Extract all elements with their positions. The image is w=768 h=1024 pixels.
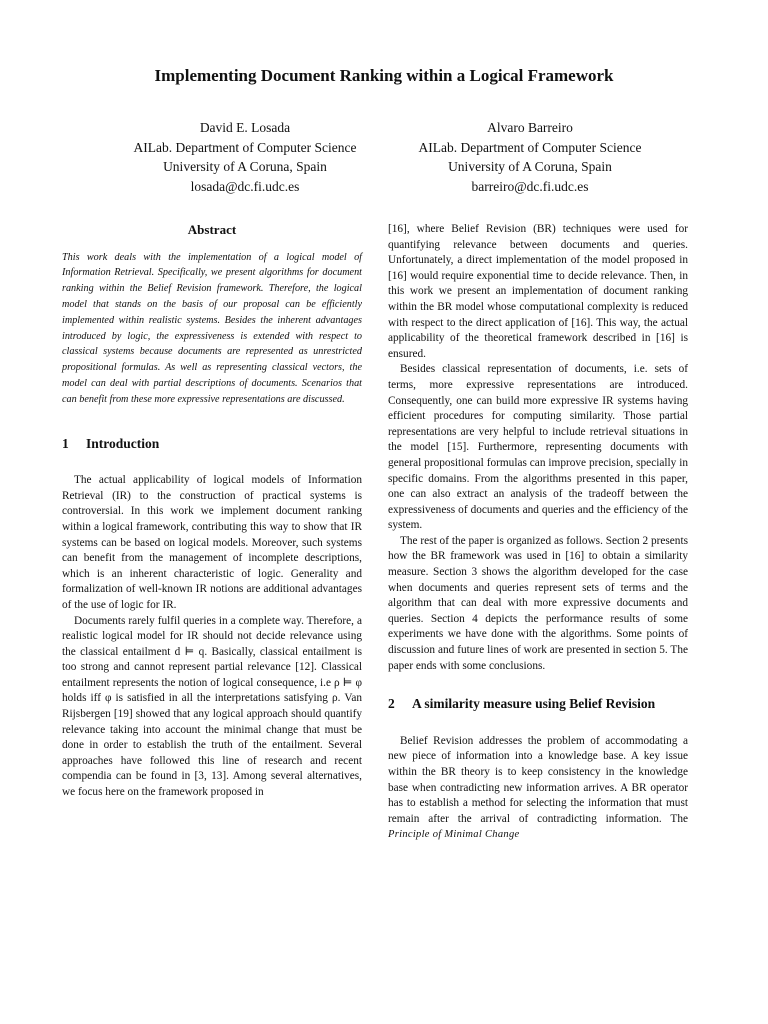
right-paragraph-2: Besides classical representation of documents, i.e. sets of terms, more expressive representations are introduced. Consequently, one can build more expressive IR systems having efficient procedures for computing similarity. Those partial representations are very helpful to include retrieval situations in the model [15]. Furthermore, representing documents with general propositional formulas can improve precision, specially in specific domains. From the algorithms presented in this paper, one can also extract an analysis of the tradeoff between the expressiveness of documents and queries and the efficiency of the system.: [388, 363, 688, 532]
author-institution: University of A Coruna, Spain: [163, 159, 327, 174]
section-2-text: Belief Revision addresses the problem of accommodating a new piece of information into a knowledge base. A key issue within the BR theory is to keep consistency in the knowledge base when contradicting new information arrives. A BR operator has to establish a method for selecting the information that must remain after the arrival of contradicting information. The: [388, 734, 688, 825]
section-title: Introduction: [86, 435, 160, 451]
author-name: David E. Losada: [199, 120, 291, 135]
right-column: [388, 222, 688, 843]
principle-minimal-change: Principle of Minimal Change: [388, 829, 520, 841]
author-name: Alvaro Barreiro: [487, 120, 573, 135]
author-affiliation: AILab. Department of Computer Science: [133, 139, 357, 155]
right-paragraph-3: The rest of the paper is organized as follows. Section 2 presents how the BR framework was used in [16] to obtain a similarity measure. Section 3 shows the algorithm developed for the case when documents and queries represent sets of terms and the algorithm that can deal with more expressive documents and queries. Section 4 depicts the performance results of some experiments we have done with the algorithms. Some points of discussion and future lines of work are presented in section 5. The paper ends with some conclusions.: [388, 534, 688, 672]
section-2-paragraph-1: [388, 734, 688, 843]
left-column: [62, 222, 362, 801]
author-affiliation: AILab. Department of Computer Science: [418, 139, 642, 155]
author-block-2: [380, 118, 680, 196]
author-email: barreiro@dc.fi.udc.es: [471, 178, 589, 194]
intro-paragraph-2: Documents rarely fulfil queries in a complete way. Therefore, a realistic logical model for IR should not decide relevance using the classical entailment d ⊨ q. Basically, classical entailment is too strong and cannot represent partial relevance [12]. Classical entailment represents the notion of logical consequence, i.e ρ ⊨ φ holds iff φ is satisfied in all the interpretations satisfying ρ. Van Rijsbergen [19] showed that any logical approach should quantify relevance taking into account the minimal change that must be done in order to establish the truth of the entailment. Several approaches have followed this line of research and recent compendia can be found in [3, 13]. Among several alternatives, we focus here on the framework proposed in: [62, 614, 362, 799]
section-1-heading: [62, 436, 362, 452]
author-institution: University of A Coruna, Spain: [448, 159, 612, 174]
author-email: losada@dc.fi.udc.es: [190, 178, 300, 194]
section-number: 2: [388, 696, 395, 712]
section-title: A similarity measure using Belief Revision: [412, 696, 656, 712]
author-block-1: [100, 118, 390, 196]
abstract-heading: Abstract: [187, 222, 237, 237]
paper-title: Implementing Document Ranking within a Logical Framework: [154, 66, 614, 85]
intro-paragraph-1: The actual applicability of logical models of Information Retrieval (IR) to the construction of practical systems is controversial. In this work we implement document ranking within a logical framework, contributing this way to show that IR systems can be based on logical models. Moreover, such systems can benefit from the management of incomplete descriptions, which is an inherent characteristic of logic. Generality and formalization of well-known IR notions are additional advantages of the use of logic for IR.: [62, 474, 362, 611]
right-paragraph-1: [16], where Belief Revision (BR) techniques were used for quantifying relevance between documents and queries. Unfortunately, a direct implementation of the model proposed in [16] would require exponential time to decide relevance. Then, in this work we present an implementation of document ranking within the BR model whose computational complexity is reduced with respect to the direct application of [16]. This way, the actual applicability of the theoretical framework described in [16] is ensured.: [388, 223, 688, 360]
section-number: 1: [62, 435, 69, 451]
abstract-text: This work deals with the implementation of a logical model of Information Retrieval. Specifically, we present algorithms for document ranking within the Belief Revision framework. Therefore, the logical model that stands on the basis of our proposal can be efficiently implemented within realistic systems. Besides the inherent advantages introduced by logic, the expressiveness is extended with respect to classical systems because documents are represented as unrestricted propositional formulas. As well as representing classical vectors, the model can deal with partial descriptions of documents. Scenarios that can benefit from these more expressive representations are discussed.: [62, 251, 362, 405]
section-2-heading: [388, 696, 688, 712]
